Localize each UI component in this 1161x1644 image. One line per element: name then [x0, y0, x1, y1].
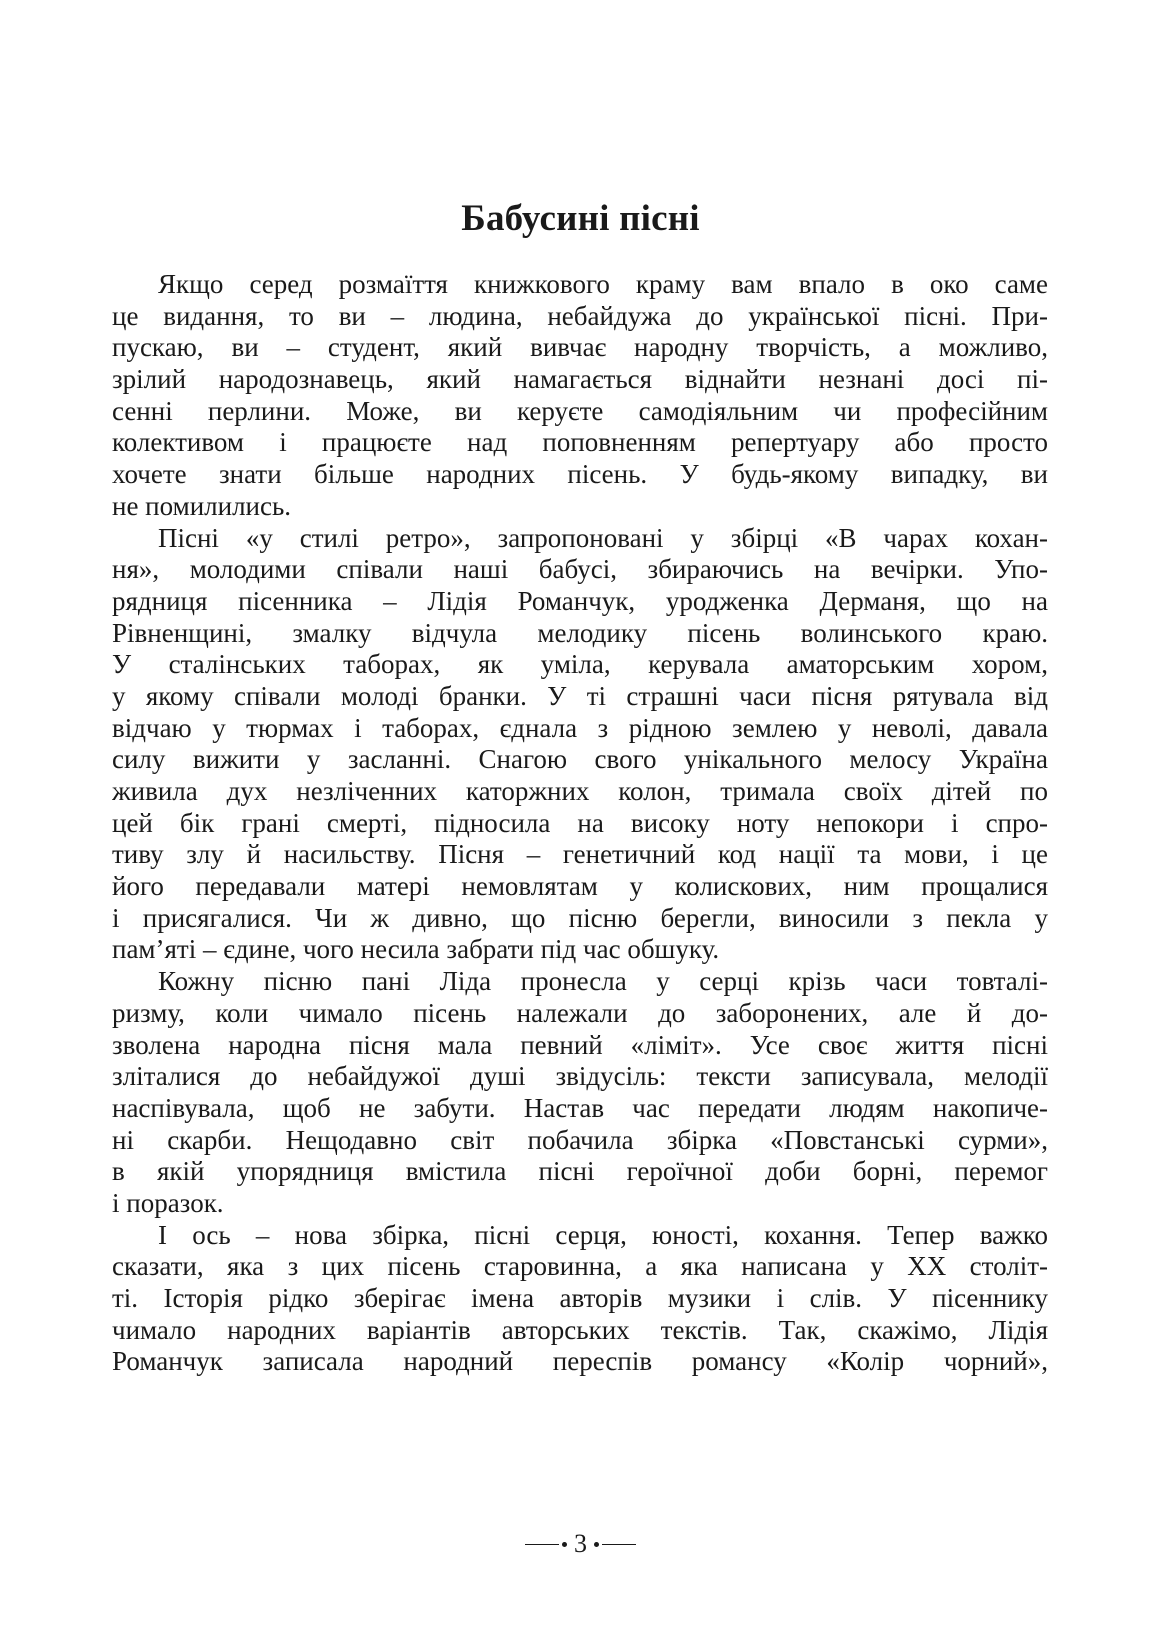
paragraph-2 — [112, 523, 1048, 967]
text-line: це видання, то ви – людина, небайдужа до української пісні. При- — [112, 300, 1048, 331]
text-line: його передавали матері немовлятам у колискових, ним прощалися — [112, 871, 1048, 902]
body-text — [112, 269, 1048, 1378]
text-line: в якій упорядниця вмістила пісні героїчної доби борні, перемог — [112, 1156, 1048, 1187]
text-line: зрілий народознавець, який намагається віднайти незнані досі пі- — [112, 364, 1048, 395]
text-line: наспівувала, щоб не забути. Настав час передати людям накопиче- — [112, 1092, 1048, 1123]
text-line: і поразок. — [112, 1187, 224, 1218]
dot-ornament — [594, 1542, 599, 1547]
text-line: силу вижити у засланні. Снагою свого унікального мелосу Україна — [112, 744, 1048, 775]
page-number-ornament — [0, 1526, 1161, 1560]
text-line: Якщо серед розмаїття книжкового краму вам впало в око саме — [158, 269, 1048, 299]
text-line: ризму, коли чимало пісень належали до заборонених, але й до- — [112, 997, 1048, 1028]
text-line: не помилились. — [112, 490, 292, 521]
text-line: ні скарби. Нещодавно світ побачила збірка «Повстанські сурми», — [112, 1124, 1048, 1155]
text-line: Пісні «у стилі ретро», запропоновані у збірці «В чарах кохан- — [158, 522, 1048, 553]
left-rule-ornament — [525, 1544, 559, 1545]
text-line: цей бік грані смерті, підносила на високу ноту непокори і спро- — [112, 807, 1048, 838]
chapter-title: Бабусині пісні — [461, 198, 700, 239]
text-line: сенні перлини. Може, ви керуєте самодіяльним чи професійним — [112, 395, 1048, 426]
text-line: і присягалися. Чи ж дивно, що пісню берегли, виносили з пекла у — [112, 902, 1048, 933]
text-line: живила дух незліченних каторжних колон, тримала своїх дітей по — [112, 776, 1048, 806]
text-line: Романчук записала народний переспів романсу «Колір чорний», — [112, 1346, 1048, 1377]
paragraph-1 — [112, 269, 1048, 523]
text-line: зліталися до небайдужої душі звідусіль: тексти записувала, мелодії — [112, 1061, 1048, 1092]
text-line: тиву злу й насильству. Пісня – генетичний код нації та мови, і це — [112, 839, 1048, 870]
paragraph-3 — [112, 966, 1048, 1220]
text-line: Рівненщині, змалку відчула мелодику пісень волинського краю. — [112, 617, 1048, 648]
text-line: У сталінських таборах, як уміла, керувала аматорським хором, — [112, 649, 1048, 680]
text-line: у якому співали молоді бранки. У ті страшні часи пісня рятувала від — [112, 680, 1048, 711]
text-line: чимало народних варіантів авторських текстів. Так, скажімо, Лідія — [112, 1314, 1048, 1345]
text-line: пускаю, ви – студент, який вивчає народну творчість, а можливо, — [112, 332, 1048, 363]
text-line: І ось – нова збірка, пісні серця, юності, кохання. Тепер важко — [158, 1219, 1048, 1250]
text-line: рядниця пісенника – Лідія Романчук, уродженка Дерманя, що на — [112, 585, 1048, 616]
paragraph-4 — [112, 1220, 1048, 1378]
text-line: сказати, яка з цих пісень старовинна, а яка написана у XX століт- — [112, 1251, 1048, 1282]
text-line: хочете знати більше народних пісень. У будь-якому випадку, ви — [112, 459, 1048, 490]
text-line: відчаю у тюрмах і таборах, єднала з рідною землею у неволі, давала — [112, 712, 1048, 743]
text-line: зволена народна пісня мала певний «ліміт». Усе своє життя пісні — [112, 1029, 1048, 1060]
text-line: пам’яті – єдине, чого несила забрати під час обшуку. — [112, 934, 720, 965]
right-rule-ornament — [602, 1544, 636, 1545]
text-line: ті. Історія рідко зберігає імена авторів музики і слів. У пісеннику — [112, 1283, 1048, 1313]
text-line: ня», молодими співали наші бабусі, збираючись на вечірки. Упо- — [112, 554, 1048, 585]
page-number: 3 — [574, 1529, 587, 1559]
dot-ornament — [562, 1542, 567, 1547]
text-line: колективом і працюєте над поповненням репертуару або просто — [112, 427, 1048, 458]
text-line: Кожну пісню пані Ліда пронесла у серці крізь часи товталі- — [158, 966, 1048, 997]
